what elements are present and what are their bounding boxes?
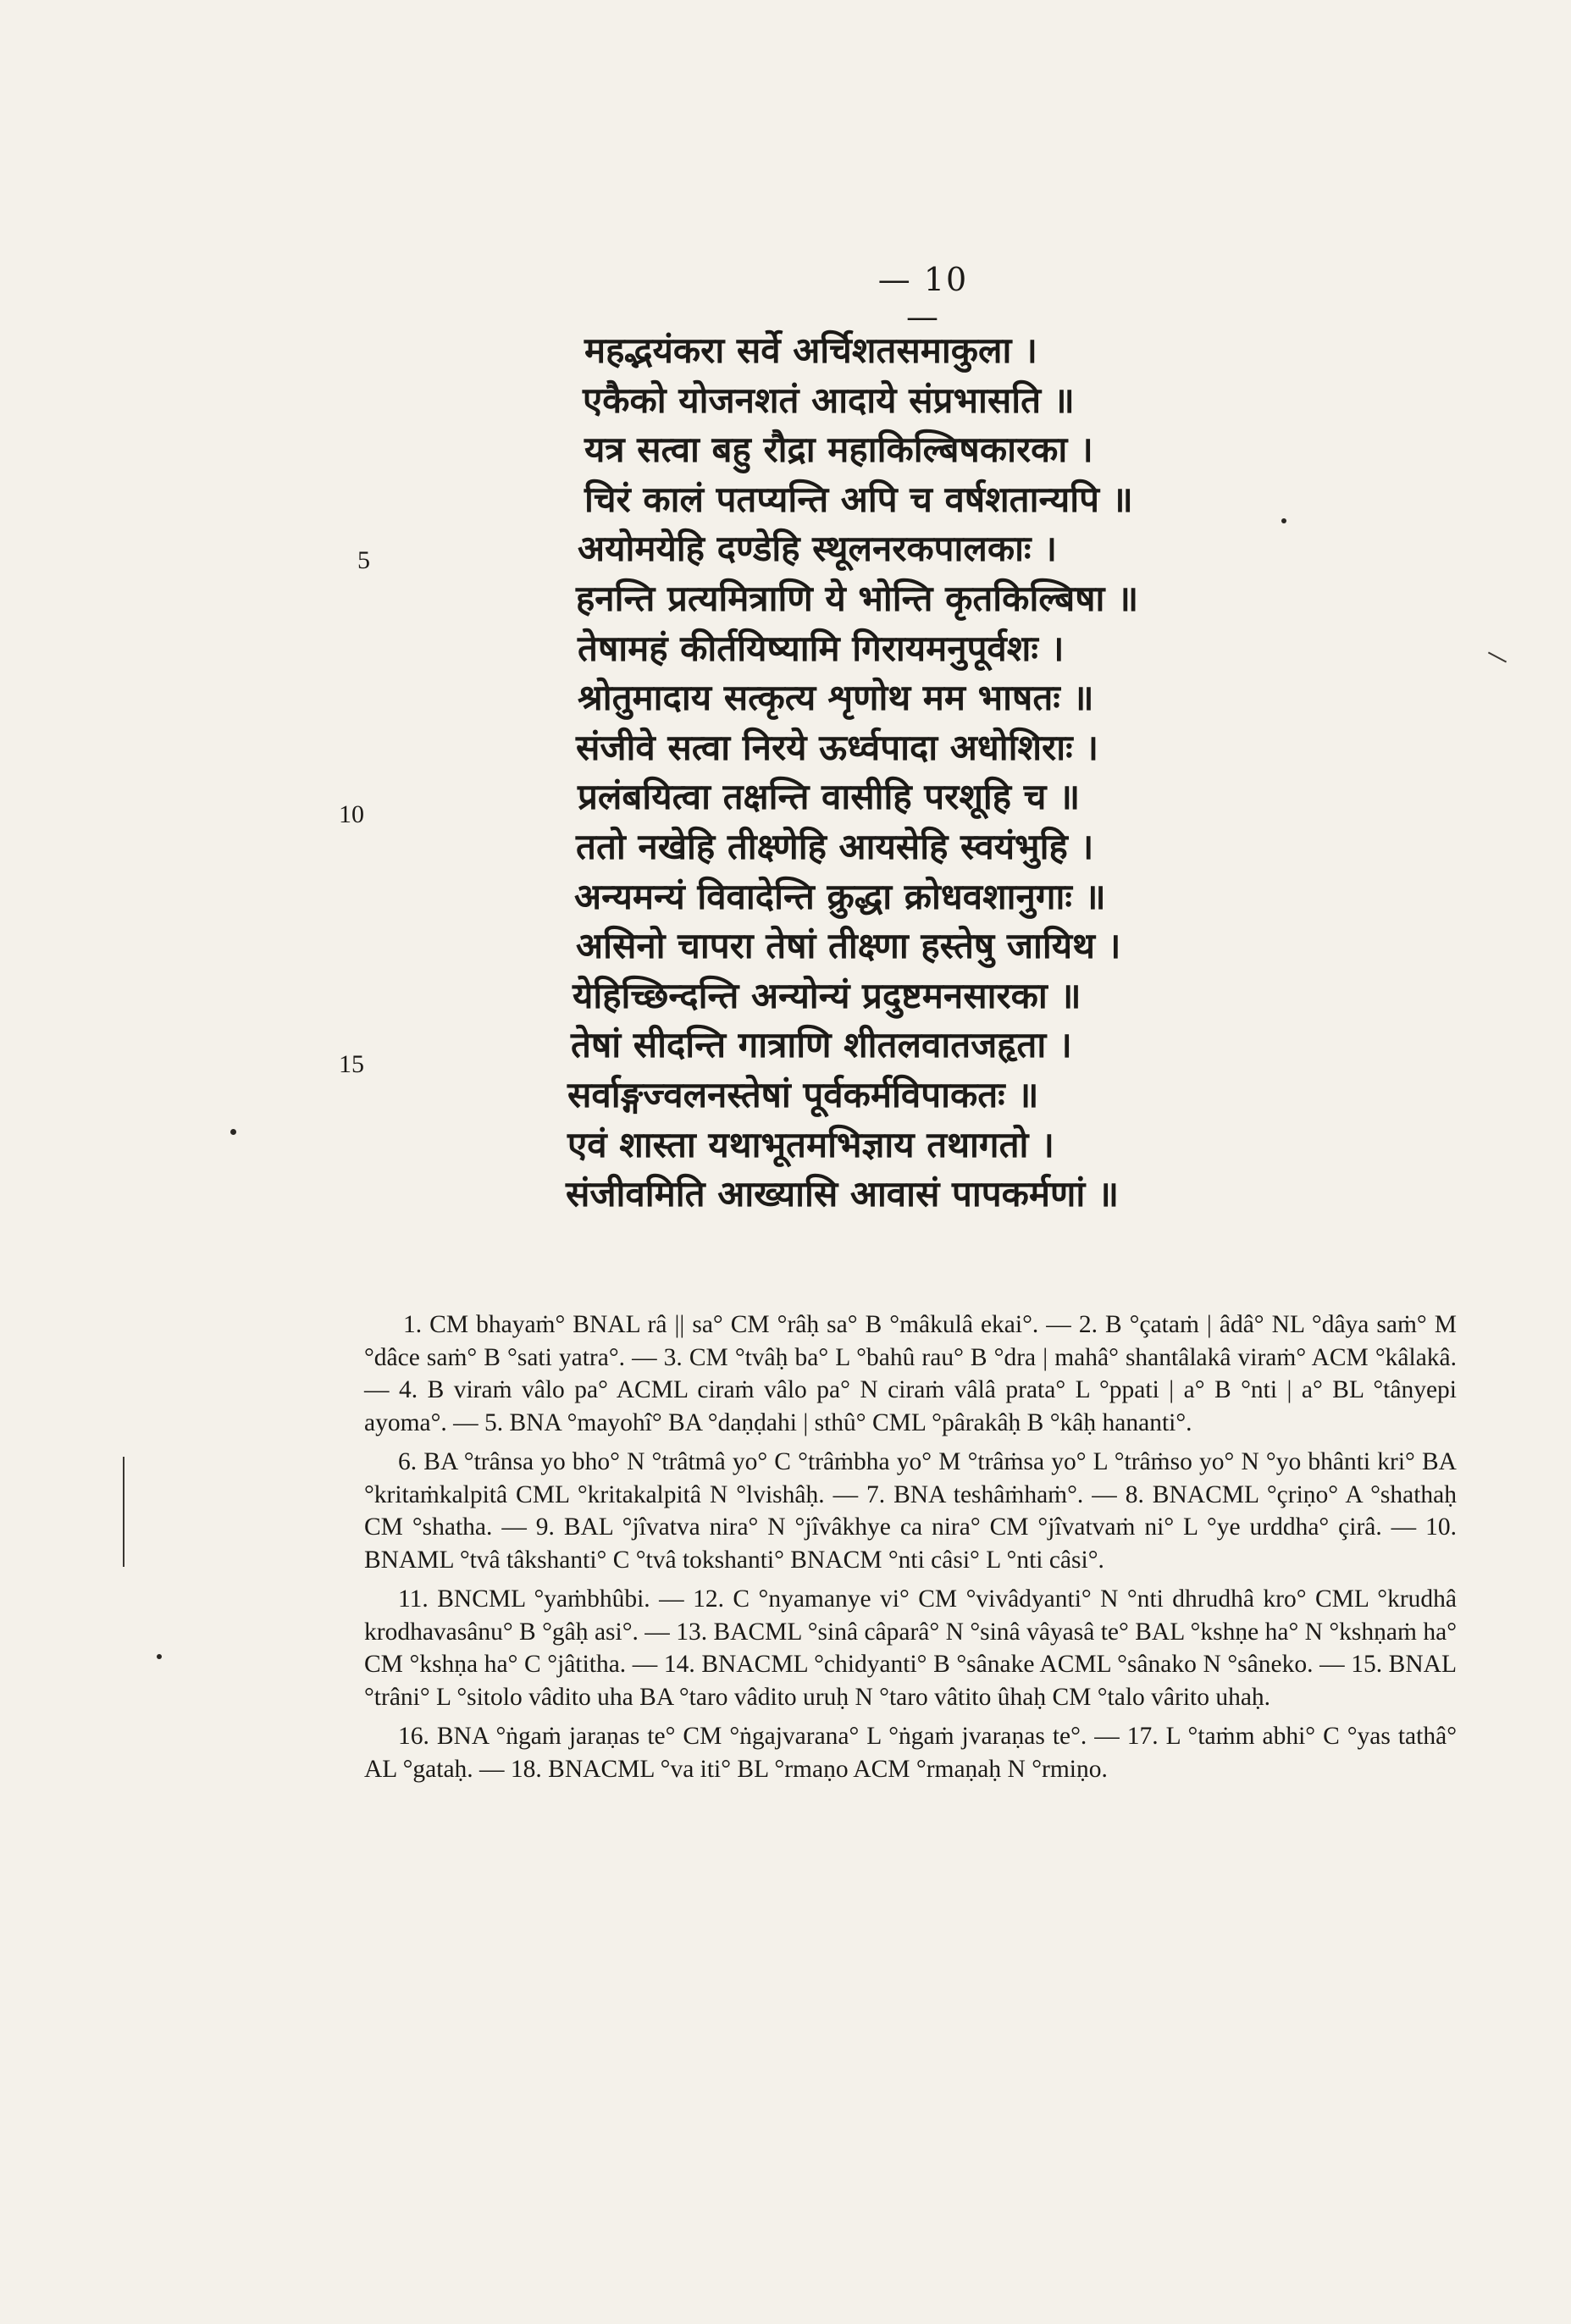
footnote-paragraph: 11. BNCML °yaṁbhûbi. — 12. C °nyamanye vi° CM °vivâdyanti° N °nti dhrudhâ kro° CML °krudhâ krodhavasânu° B °gâḥ asi°. — 13. BACML °sinâ câparâ° N °sinâ vâyasâ te° BAL °kshṇe ha° N °kshṇaṁ ha° CM °kshṇa ha° C °jâtitha. — 14. BNACML °chidyanti° B °sânake ACML °sânako N °sâneko. — 15. BNAL °trâni° L °sitolo vâdito uha BA °taro vâdito uruḥ N °taro vâtito ûhaḥ CM °talo vârito uhaḥ. xyxy=(364,1585,1457,1711)
verse-line: संजीवमिति आख्यासि आवासं पापकर्मणां ॥ xyxy=(566,1173,1119,1215)
footnote-paragraph: 16. BNA °ṅgaṁ jaraṇas te° CM °ṅgajvarana° L °ṅgaṁ jvaraṇas te°. — 17. L °taṁm abhi° C °yas tathâ° AL °gataḥ. — 18. BNACML °va iti° BL °rmaṇo ACM °rmaṇaḥ N °rmiṇo. xyxy=(364,1723,1457,1783)
verse-line: एवं शास्ता यथाभूतमभिज्ञाय तथागतो । xyxy=(567,1123,1054,1165)
verse-line: प्रलंबयित्वा तक्षन्ति वासीहि परशूहि च ॥ xyxy=(578,776,1081,818)
line-marker-10: 10 xyxy=(339,800,364,828)
verse-line: तेषां सीदन्ति गात्राणि शीतलवातजहृता । xyxy=(571,1024,1072,1066)
verse-line: अन्यमन्यं विवादेन्ति क्रुद्धा क्रोधवशानुगाः ॥ xyxy=(574,875,1106,917)
line-marker-15: 15 xyxy=(339,1050,364,1078)
footnote-paragraph: 6. BA °trânsa yo bho° N °trâtmâ yo° C °trâṁbha yo° M °trâṁsa yo° L °trâṁso yo° N °yo bhânti kri° BA °kritaṁkalpitâ CML °kritakalpitâ N °lvishâḥ. — 7. BNA teshâṁhaṁ°. — 8. BNACML °çriṇo° A °shathaḥ CM °shatha. — 9. BAL °jîvatva nira° N °jîvâkhye ca nira° CM °jîvatvaṁ ni° L °ye urddha° çirâ. — 10. BNAML °tvâ tâkshanti° C °tvâ tokshanti° BNACM °nti câsi° L °nti câsi°. xyxy=(364,1448,1457,1574)
sanskrit-verse-block xyxy=(559,326,1220,1220)
verse-line: ततो नखेहि तीक्ष्णेहि आयसेहि स्वयंभुहि । xyxy=(576,825,1094,867)
verse-line: हनन्ति प्रत्यमित्राणि ये भोन्ति कृतकिल्बिषा ॥ xyxy=(576,577,1139,619)
verse-line: येहिच्छिन्दन्ति अन्योन्यं प्रदुष्टमनसारका ॥ xyxy=(573,974,1081,1016)
verse-line: असिनो चापरा तेषां तीक्ष्णा हस्तेषु जायिथ । xyxy=(576,925,1121,967)
line-marker-5: 5 xyxy=(357,546,370,574)
verse-line: संजीवे सत्वा निरये ऊर्ध्वपादा अधोशिराः । xyxy=(576,726,1099,768)
verse-line: एकैको योजनशतं आदाये संप्रभासति ॥ xyxy=(583,379,1075,421)
verse-line: यत्र सत्वा बहु रौद्रा महाकिल्बिषकारका । xyxy=(584,429,1093,471)
scan-speck xyxy=(157,1654,162,1659)
verse-line: श्रोतुमादाय सत्कृत्य शृणोथ मम भाषतः ॥ xyxy=(578,677,1094,719)
critical-apparatus xyxy=(364,1309,1457,1792)
verse-line: अयोमयेहि दण्डेहि स्थूलनरकपालकाः । xyxy=(578,528,1058,570)
footnote-paragraph: 1. CM bhayaṁ° BNAL râ || sa° CM °râḥ sa° B °mâkulâ ekai°. — 2. B °çataṁ | âdâ° NL °dâya saṁ° M °dâce saṁ° B °sati yatra°. — 3. CM °tvâḥ ba° L °bahû rau° B °dra | mahâ° shantâlakâ viraṁ° ACM °kâlakâ. — 4. B viraṁ vâlo pa° ACML ciraṁ vâlo pa° N ciraṁ vâlâ prata° L °ppati | a° B °nti | a° BL °tânyepi ayoma°. — 5. BNA °mayohî° BA °daṇḍahi | sthû° CML °pârakâḥ B °kâḥ hananti°. xyxy=(364,1311,1457,1436)
verse-line: महद्भयंकरा सर्वे अर्चिशतसमाकुला । xyxy=(584,329,1037,371)
page-number: — 10 — xyxy=(877,261,969,335)
scan-artifact-line xyxy=(1488,651,1507,662)
scan-artifact-line xyxy=(123,1457,124,1567)
verse-line: सर्वाङ्गज्वलनस्तेषां पूर्वकर्मविपाकतः ॥ xyxy=(567,1073,1039,1115)
verse-line: तेषामहं कीर्तयिष्यामि गिरायमनुपूर्वशः । xyxy=(578,627,1065,669)
scan-speck xyxy=(230,1129,236,1135)
scan-speck xyxy=(1281,518,1286,523)
verse-line: चिरं कालं पतप्यन्ति अपि च वर्षशतान्यपि ॥ xyxy=(584,478,1133,520)
